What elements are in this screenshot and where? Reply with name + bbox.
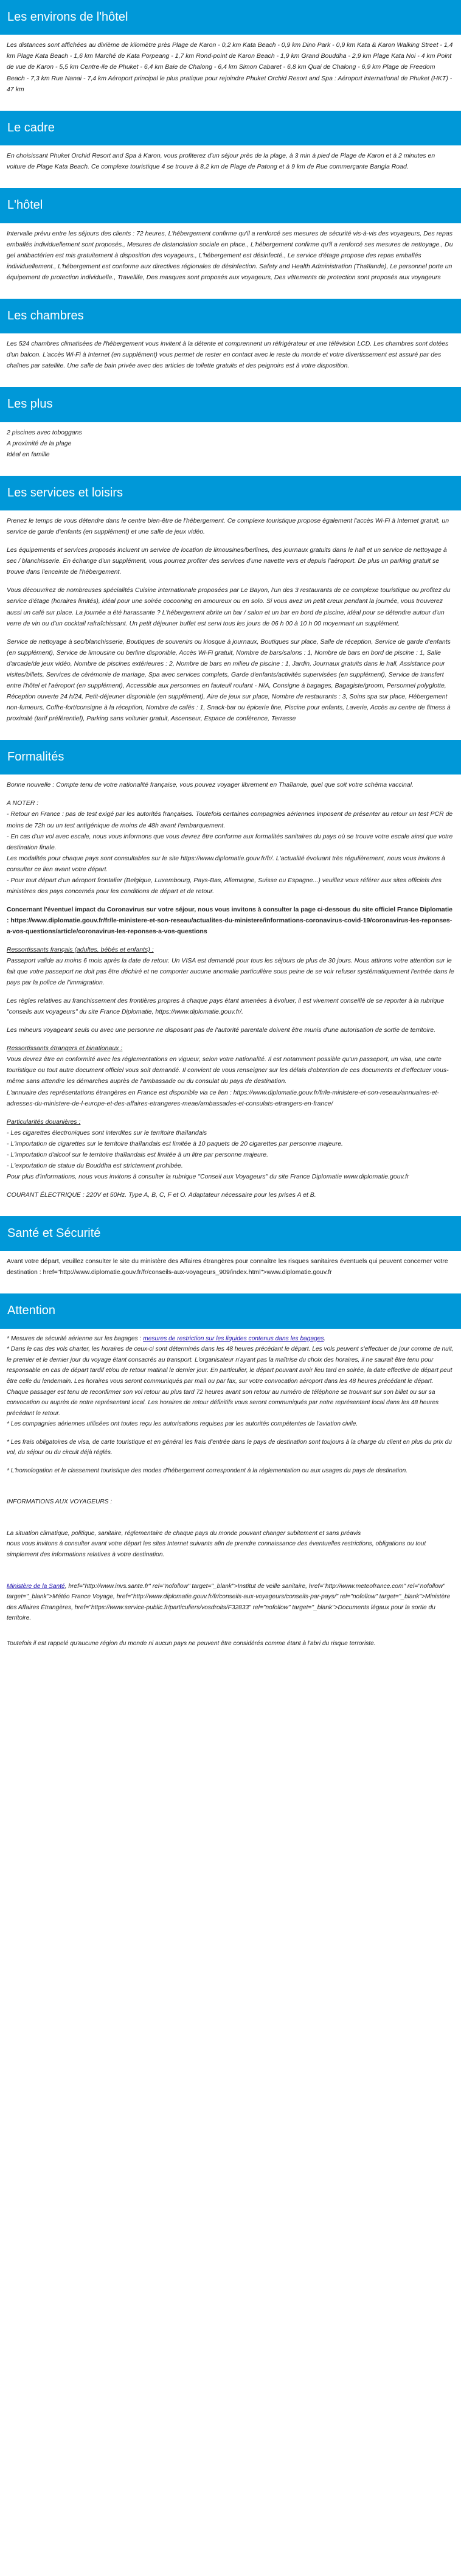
section-sante xyxy=(0,1216,461,1293)
mineurs-text: Les mineurs voyageant seuls ou avec une personne ne disposant pas de l'autorité parentale doivent être munis d'une autorisation de sortie de territoire. xyxy=(7,1026,436,1034)
douane-line: Pour plus d'informations, nous vous invitons à consulter la rubrique "Conseil aux Voyageurs" du site France Diplomatie www.diplomatie.gouv.fr xyxy=(7,1172,409,1180)
chambres-text: Les 524 chambres climatisées de l'hébergement vous invitent à la détente et comprennent un réfrigérateur et une télévision LCD. Les chambres sont dotées d'un balcon. L'accès Wi-Fi à Internet (en supplément) vous permet de rester en contact avec le reste du monde et votre divertissement est assuré par des chaînes par satellite. Une salle de bain privée avec des articles de toilette gratuits et des peignoirs est à votre disposition. xyxy=(7,340,449,370)
douane-line: - L'importation d'alcool sur le territoire thaïlandais est limitée à un litre par personne majeure. xyxy=(7,1150,269,1158)
info-voyageurs-heading: INFORMATIONS AUX VOYAGEURS : xyxy=(7,1499,113,1506)
ressortissants-etr-heading: Ressortissants étrangers et binationaux : xyxy=(7,1045,123,1053)
final-note: Toutefois il est rappelé qu'aucune région du monde ni aucun pays ne peuvent être considérés comme étant à l'abri du risque terroriste. xyxy=(7,1640,376,1647)
a-noter-line: - En cas d'un vol avec escale, nous vous informons que vous devrez être conforme aux formalités sanitaires du pays où se trouve votre escale ainsi que votre destination finale. xyxy=(7,832,453,851)
section-environs xyxy=(0,0,461,111)
section-title-hotel: L'hôtel xyxy=(0,188,461,223)
section-title-environs: Les environs de l'hôtel xyxy=(0,0,461,35)
section-title-services: Les services et loisirs xyxy=(0,476,461,510)
section-title-sante: Santé et Sécurité xyxy=(0,1216,461,1251)
a-noter-line: A NOTER : xyxy=(7,799,39,807)
regles-frontieres: Les règles relatives au franchissement des frontières propres à chaque pays étant amenées à évoluer, il est vivement conseillé de se reporter à la rubrique "conseils aux voyageurs" du site France Diplomatie, https://www.diplomatie.gouv.fr/. xyxy=(7,997,445,1016)
douane-line: - Les cigarettes électroniques sont interdites sur le territoire thaïlandais xyxy=(7,1129,207,1137)
attention-star1-suffix: . xyxy=(324,1335,326,1342)
cadre-text: En choisissant Phuket Orchid Resort and Spa à Karon, vous profiterez d'un séjour près de la plage, à 3 min à pied de Plage de Karon et à 2 minutes en voiture de Plage Kata Beach. Ce complexe touristique 4 se trouve à 8,2 km de Plage de Patong et à 9 km de Rue commerçante Bangla Road. xyxy=(7,152,435,171)
section-title-cadre: Le cadre xyxy=(0,111,461,145)
services-paragraph: Les équipements et services proposés incluent un service de location de limousines/berlines, des journaux gratuits dans le hall et un service de nettoyage à sec / blanchisserie. En échange d'un supplément, vous pourrez profiter des services d'une navette vers et depuis l'aéroport. De plus un parking gratuit se trouve dans l'enceinte de l'hébergement. xyxy=(7,546,447,576)
section-attention xyxy=(0,1293,461,1665)
attention-star3: * Les frais obligatoires de visa, de carte touristique et en général les frais d'entrée dans le pays de destination sont toujours à la charge du client en plus du prix du vol, du séjour ou du circuit déjà réglés. xyxy=(7,1438,452,1457)
section-title-chambres: Les chambres xyxy=(0,299,461,333)
environs-text: Les distances sont affichées au dixième de kilomètre près Plage de Karon - 0,2 km Kata Beach - 0,9 km Dino Park - 0,9 km Kata & Karon Walking Street - 1,4 km Plage Kata Beach - 1,6 km Marché de Kata Porpeang - 1,7 km Rond-point de Karon Beach - 1,9 km Grand Bouddha - 2,9 km Plage Kata Noi - 4 km Point de vue de Karon - 5,5 km Centre-ile de Phuket - 6,4 km Baie de Chalong - 6,4 km Simon Cabaret - 6,8 km Quai de Chalong - 6,9 km Plage de Freedom Beach - 7,3 km Rue Nanai - 7,4 km Aéroport principal le plus pratique pour rejoindre Phuket Orchid Resort and Spa : Aéroport international de Phuket (HKT) - 47 km xyxy=(7,41,453,93)
sante-text: Avant votre départ, veuillez consulter le site du ministère des Affaires étrangères pour connaître les risques sanitaires éventuels qui peuvent concerner votre destination : href="http://www.diplomatie.gouv.fr/fr/conseils-aux-voyageurs_909/index.html">www.diplomatie.gouv.fr xyxy=(7,1258,448,1276)
plus-item: 2 piscines avec toboggans xyxy=(7,428,82,436)
section-title-attention: Attention xyxy=(0,1293,461,1328)
section-services xyxy=(0,476,461,740)
ressortissants-etr-text: Vous devrez être en conformité avec les réglementations en vigueur, selon votre nationalité. Il est notamment possible qu'un passeport, un visa, une carte touristique ou tout autre document officiel vous soit demandé. Il convient de vous renseigner sur les délais d'obtention de ces documents et d'effectuer vous-même sans attendre les démarches auprès de l'ambassade ou du consulat du pays de destination. L'annuaire des représentations étrangères en France est disponible via ce lien : https://www.diplomatie.gouv.fr/fr/le-ministere-et-son-reseau/annuaires-et-adresses-du-ministere-de-l-europe-et-des-affaires-etrangeres-meae/ambassades-et-consulats-etrangers-en-france/ xyxy=(7,1056,449,1107)
section-cadre xyxy=(0,111,461,188)
services-paragraph: Prenez le temps de vous détendre dans le centre bien-être de l'hébergement. Ce complexe touristique propose également l'accès Wi-Fi à Internet gratuit, un service de garde d'enfants (en supplément) et une salle de jeux vidéo. xyxy=(7,517,449,536)
liquides-restriction-link[interactable]: mesures de restriction sur les liquides contenus dans les bagages xyxy=(143,1335,324,1342)
section-title-formalites: Formalités xyxy=(0,740,461,775)
attention-star1-prefix: * Mesures de sécurité aérienne sur les bagages : xyxy=(7,1335,144,1342)
douane-line: - L'importation de cigarettes sur le territoire thaïlandais est limitée à 10 paquets de 20 cigarettes par personne majeure. xyxy=(7,1140,343,1147)
douane-line: - L'exportation de statue du Bouddha est strictement prohibée. xyxy=(7,1161,183,1169)
attention-star2: * Dans le cas des vols charter, les horaires de ceux-ci sont déterminés dans les 48 heures précédant le départ. Les vols peuvent s'effectuer de jour comme de nuit, le premier et le dernier jour du voyage étant consacrés au transport. L'organisateur n'ayant pas la maîtrise du choix des horaires, il ne saurait être tenu pour responsable en cas de départ tardif et/ou de retour matinal le dernier jour. En particulier, le départ pouvant avoir lieu tard en soirée, la date effective de départ peut être celle du lendemain. Les horaires vous seront communiqués par mail ou par fax, sur votre convocation aéroport dans les 48 heures précédant le départ. Chaque passager est tenu de reconfirmer son vol retour au plus tard 72 heures avant son retour au numéro de téléphone se trouvant sur son billet ou sur sa convocation ou auprès de notre représentant local. Les horaires de retour définitifs vous seront communiqués par notre représentant local dans les 48 heures précédant le retour. * Les compagnies aériennes utilisées ont toutes reçu les autorisations requises par les autorités compétentes de l'aviation civile. xyxy=(7,1346,454,1428)
services-paragraph: Service de nettoyage à sec/blanchisserie, Boutiques de souvenirs ou kiosque à journaux, Boutiques sur place, Salle de réception, Service de garde d'enfants (en supplément), Service de limousine ou berline disponible, Accès Wi-Fi gratuit, Nombre de bars/salons : 1, Nombre de bars en bord de piscine : 1, Salle d'arcade/de jeux vidéo, Nombre de piscines extérieures : 2, Nombre de bars en milieu de piscine : 1, Jardin, Journaux gratuits dans le hall, Assistance pour visites/billets, Services de cérémonie de mariage, Spa avec services complets, Garde d'enfants/activités supervisées (en supplément), Service de transfert entre l'hôtel et l'aéroport (en supplément), Accessible aux personnes en fauteuil roulant - N/A, Consigne à bagages, Bagagiste/groom, Personnel polyglotte, Réception ouverte 24 h/24, Petit-déjeuner disponible (en supplément), Aire de jeux sur place, Nombre de restaurants : 3, Soins spa sur place, Hébergement non-fumeurs, Coffre-fort/consigne à la réception, Nombre de cafés : 1, Snack-bar ou épicerie fine, Piscine pour enfants, Laverie, Accès au centre de fitness à proximité (tarif préférentiel), Parking sans voiturier gratuit, Ascenseur, Espace de conférence, Terrasse xyxy=(7,638,451,722)
services-paragraph: Vous découvrirez de nombreuses spécialités Cuisine internationale proposées par Le Bayon, l'un des 3 restaurants de ce complexe touristique ou profitez du service d'étage (horaires limités), idéal pour une soirée cocooning en amoureux ou en solo. Si vous avez un petit creux pendant la journée, vous trouverez aussi un café sur place. La journée a été harassante ? L'hébergement abrite un bar / salon et un bar en bord de piscine, idéal pour se détendre autour d'un verre de vin ou d'un cocktail rafraîchissant. Un petit déjeuner buffet est servi tous les jours de 06 h 00 à 10 h 00 moyennant un supplément. xyxy=(7,587,451,627)
attention-star1 xyxy=(7,1334,454,1345)
ressortissants-fr-heading: Ressortissants français (adultes, bébés et enfants) : xyxy=(7,945,154,953)
formalites-intro: Bonne nouvelle : Compte tenu de votre nationalité française, vous pouvez voyager librement en Thaïlande, quel que soit votre schéma vaccinal. xyxy=(7,781,414,789)
section-title-plus: Les plus xyxy=(0,387,461,422)
a-noter-line: - Retour en France : pas de test exigé par les autorités françaises. Toutefois certaines compagnies aériennes imposent de présenter au retour un test PCR de moins de 72h ou un test antigénique de moins de 48h avant l'embarquement. xyxy=(7,810,453,829)
a-noter-line: Les modalités pour chaque pays sont consultables sur le site https://www.diplomatie.gouv.fr/fr/. L'actualité évoluant très régulièrement, nous vous invitons à consulter ce lien avant votre départ. xyxy=(7,854,445,873)
ministere-paragraph xyxy=(7,1581,454,1624)
section-chambres xyxy=(0,299,461,388)
ministere-sante-link[interactable]: Ministère de la Santé xyxy=(7,1582,65,1590)
ressortissants-fr-text: Passeport valide au moins 6 mois après la date de retour. Un VISA est demandé pour tous les séjours de plus de 30 jours. Nous attirons votre attention sur le fait que votre passeport ne doit pas être déchiré et ne comporter aucune anomalie particulière sous peine de se voir refuser systématiquement l'entrée dans le pays par la police de l'immigration. xyxy=(7,957,454,987)
section-plus xyxy=(0,387,461,476)
plus-item: A proximité de la plage xyxy=(7,439,72,447)
plus-item: Idéal en famille xyxy=(7,450,50,458)
section-formalites xyxy=(0,740,461,1216)
courant-electrique: COURANT ÉLECTRIQUE : 220V et 50Hz. Type A, B, C, F et O. Adaptateur nécessaire pour les prises A et B. xyxy=(7,1191,316,1199)
section-hotel xyxy=(0,188,461,299)
hotel-text: Intervalle prévu entre les séjours des clients : 72 heures, L'hébergement confirme qu'il a renforcé ses mesures de sécurité vis-à-vis des voyageurs, Des repas emballés individuellement sont proposés., Mesures de distanciation sociale en place., L'hébergement confirme qu'il a renforcé ses mesures de nettoyage., Du gel antibactérien est mis gratuitement à disposition des voyageurs., L'hébergement est désinfecté., Le service d'étage propose des repas emballés individuellement., L'hébergement est conforme aux directives régionales de désinfection. Safety and Health Administration (Thaïlande), Le personnel porte un équipement de protection individuelle., Travellife, Des masques sont proposés aux voyageurs, Des vêtements de protection sont proposés aux voyageurs xyxy=(7,229,453,281)
ministere-rest: , href="http://www.invs.sante.fr" rel="nofollow" target="_blank">Institut de veille sanitaire, href="http://www.meteofrance.com" rel="nofollow" target="_blank">Météo France Voyage, href="http://www.diplomatie.gouv.fr/fr/conseils-aux-voyageurs/conseils-par-pays/" rel="nofollow" target="_blank">Ministère des Affaires Étrangères, href="https://www.service-public.fr/particuliers/vosdroits/F32833" rel="nofollow" target="_blank">Documents légaux pour la sortie du territoire. xyxy=(7,1582,451,1622)
a-noter-line: - Pour tout départ d'un aéroport frontalier (Belgique, Luxembourg, Pays-Bas, Allemagne, Suisse ou Espagne...) veuillez vous référer aux sites officiels des ministères des pays concernés pour les conditions de départ et de retour. xyxy=(7,876,442,895)
situation-text: La situation climatique, politique, sanitaire, réglementaire de chaque pays du monde pouvant changer subitement et sans préavis nous vous invitons à consulter avant votre départ les sites Internet suivants afin de prendre connaissance des éventuelles restrictions, obligations ou tout simplement des informations relatives à votre destination. xyxy=(7,1530,426,1558)
attention-star4: * L'homologation et le classement touristique des modes d'hébergement correspondent à la réglementation ou aux usages du pays de destination. xyxy=(7,1467,408,1474)
coronavirus-notice: Concernant l'éventuel impact du Coronavirus sur votre séjour, nous vous invitons à consulter la page ci-dessous du site officiel France Diplomatie : https://www.diplomatie.gouv.fr/fr/le-ministere-et-son-reseau/actualites-du-ministere/informations-coronavirus-covid-19/coronavirus-les-reponses-a-vos-questions/article/coronavirus-les-reponses-a-vos-questions xyxy=(7,905,453,935)
douane-heading: Particularités douanières : xyxy=(7,1118,81,1126)
